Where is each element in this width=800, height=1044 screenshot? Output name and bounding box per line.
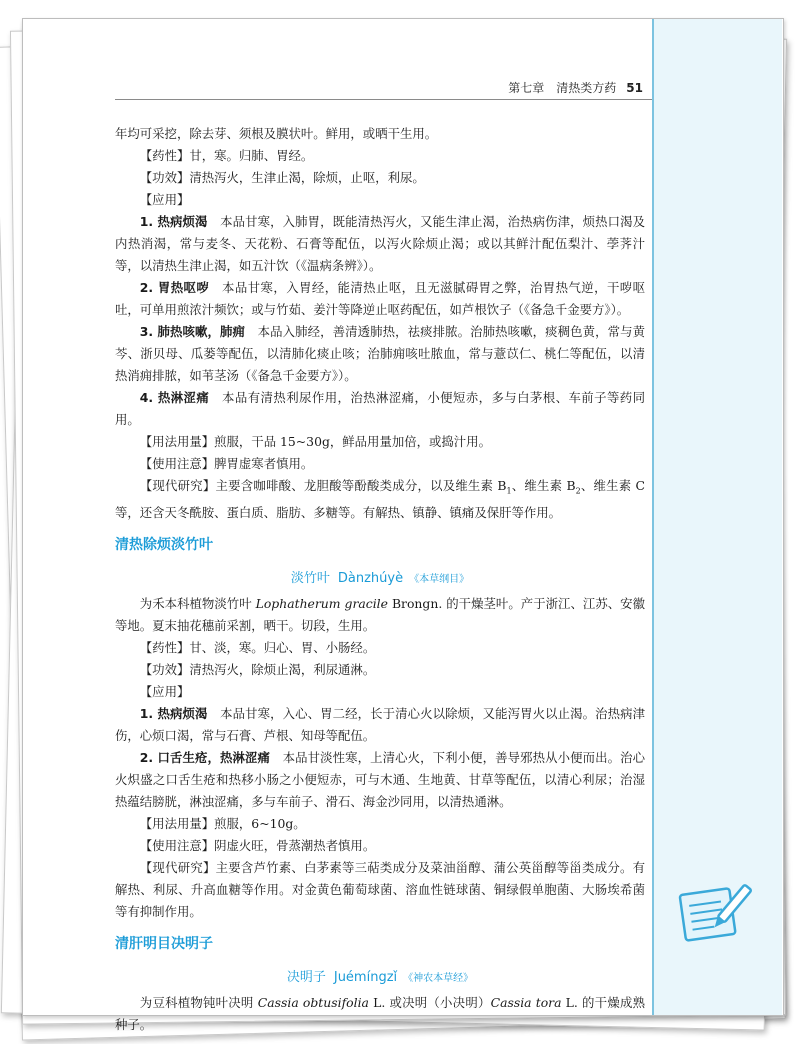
- dosage-line: 【用法用量】煎服，6~10g。: [139, 816, 306, 832]
- application-heading: 【应用】: [139, 192, 190, 207]
- application-item-title: 2. 胃热呕哕: [139, 280, 210, 295]
- application-item-title: 4. 热淋涩痛: [139, 390, 210, 405]
- caution-line: 【使用注意】阴虚火旺，骨蒸潮热者慎用。: [139, 838, 376, 854]
- application-item-title: 2. 口舌生疮，热淋涩痛: [139, 750, 271, 766]
- research-line: 【现代研究】主要含芦竹素、白茅素等三萜类成分及菜油甾醇、蒲公英甾醇等甾类成分。有解热、利尿、升高血糖等作用。对金黄色葡萄球菌、溶血性链球菌、铜绿假单胞菌、大肠埃希菌等有抑制作用。: [115, 860, 645, 920]
- application-item-title: 1. 热病烦渴: [139, 214, 208, 229]
- herb-intro: 为禾本科植物淡竹叶 Lophatherum gracile Brongn. 的干燥茎叶。产于浙江、江苏、安徽等地。夏末抽花穗前采割，晒干。切段，生用。: [115, 596, 646, 634]
- book-page: [22, 18, 784, 1033]
- application-item-text: 本品有清热利尿作用，治热淋涩痛，小便短赤，多与白茅根、车前子等药同用。: [115, 390, 646, 427]
- application-item: [115, 277, 645, 321]
- application-item-title: 1. 热病烦渴: [139, 706, 208, 722]
- herb-name: 淡竹叶: [290, 571, 330, 587]
- latin-name: Cassia obtusifolia: [257, 995, 369, 1011]
- section-title: 清热除烦淡竹叶: [115, 537, 213, 554]
- herb-source: 《神农本草经》: [403, 973, 474, 985]
- application-item-text: 本品甘淡性寒，上清心火，下利小便，善导邪热从小便而出。治心火炽盛之口舌生疮和热移小肠之小便短赤，可与木通、生地黄、甘草等配伍，以清心利尿；治湿热蕴结膀胱，淋浊涩痛，多与车前子、滑石、海金沙同用，以清热通淋。: [115, 750, 646, 810]
- application-heading: 【应用】: [139, 684, 190, 700]
- efficacy-line: 【功效】清热泻火，生津止渴，除烦，止呕，利尿。: [139, 170, 425, 185]
- application-item: [115, 703, 645, 747]
- margin-band: [652, 19, 782, 1015]
- efficacy-line: 【功效】清热泻火，除烦止渴，利尿通淋。: [139, 662, 376, 678]
- notebook-pen-icon: [675, 877, 753, 951]
- application-item: [115, 211, 645, 277]
- herb-pinyin: Dànzhúyè: [337, 571, 404, 587]
- margin-rule: [652, 19, 654, 1015]
- paragraph: 年均可采挖，除去芽、须根及膜状叶。鲜用，或晒干生用。: [115, 126, 438, 141]
- application-item-text: 本品入肺经，善清透肺热，祛痰排脓。治肺热咳嗽，痰稠色黄，常与黄芩、浙贝母、瓜蒌等配伍，以清肺化痰止咳；治肺痈咳吐脓血，常与薏苡仁、桃仁等配伍，以清热消痈排脓，如苇茎汤（《备急千金要方》）。: [115, 324, 646, 383]
- running-head: [23, 79, 643, 96]
- section-title: 清肝明目决明子: [115, 936, 213, 953]
- herb-name: 决明子: [286, 970, 326, 986]
- property-line: 【药性】甘，寒。归肺、胃经。: [139, 148, 314, 163]
- herb-intro: 为豆科植物钝叶决明 Cassia obtusifolia L. 或决明（小决明）Cassia tora L. 的干燥成熟种子。: [115, 995, 645, 1033]
- application-item: [115, 321, 645, 387]
- herb-heading: [115, 967, 645, 990]
- latin-name: Lophatherum gracile: [255, 596, 388, 612]
- latin-name: Cassia tora: [490, 995, 562, 1011]
- application-item: [115, 387, 645, 431]
- caution-line: 【使用注意】脾胃虚寒者慎用。: [139, 456, 314, 471]
- application-item-text: 本品甘寒，入肺胃，既能清热泻火，又能生津止渴，治热病伤津，烦热口渴及内热消渴，常与麦冬、天花粉、石膏等配伍，以泻火除烦止渴；或以其鲜汁配伍梨汁、荸荠汁等，以清热生津止渴，如五汁饮（《温病条辨》）。: [115, 214, 646, 273]
- application-item-text: 本品甘寒，入胃经，能清热止呕，且无滋腻碍胃之弊，治胃热气逆，干哕呕吐，可单用煎浓汁频饮；或与竹茹、姜汁等降逆止呕药配伍，如芦根饮子（《备急千金要方》）。: [115, 280, 646, 317]
- research-line: 【现代研究】主要含咖啡酸、龙胆酸等酚酸类成分，以及维生素 $B_1$、维生素 $B_2$、维生素 C 等，还含天冬酰胺、蛋白质、脂肪、多糖等。有解热、镇静、镇痛及保肝等作用。: [115, 478, 646, 521]
- herb-source: 《本草纲目》: [409, 574, 470, 586]
- herb-heading: [115, 568, 645, 591]
- chapter-title: 第七章 清热类方药: [508, 81, 617, 95]
- page-number: 51: [626, 81, 643, 95]
- application-item-title: 3. 肺热咳嗽，肺痈: [139, 324, 246, 339]
- page-body: [115, 123, 645, 1036]
- header-rule: [115, 99, 652, 100]
- herb-pinyin: Juémíngzǐ: [333, 970, 398, 986]
- dosage-line: 【用法用量】煎服，干品 15~30g，鲜品用量加倍，或捣汁用。: [139, 434, 491, 449]
- property-line: 【药性】甘、淡，寒。归心、胃、小肠经。: [139, 640, 376, 656]
- application-item: [115, 747, 645, 813]
- application-item-text: 本品甘寒，入心、胃二经，长于清心火以除烦，又能泻胃火以止渴。治热病津伤，心烦口渴，常与石膏、芦根、知母等配伍。: [115, 706, 646, 744]
